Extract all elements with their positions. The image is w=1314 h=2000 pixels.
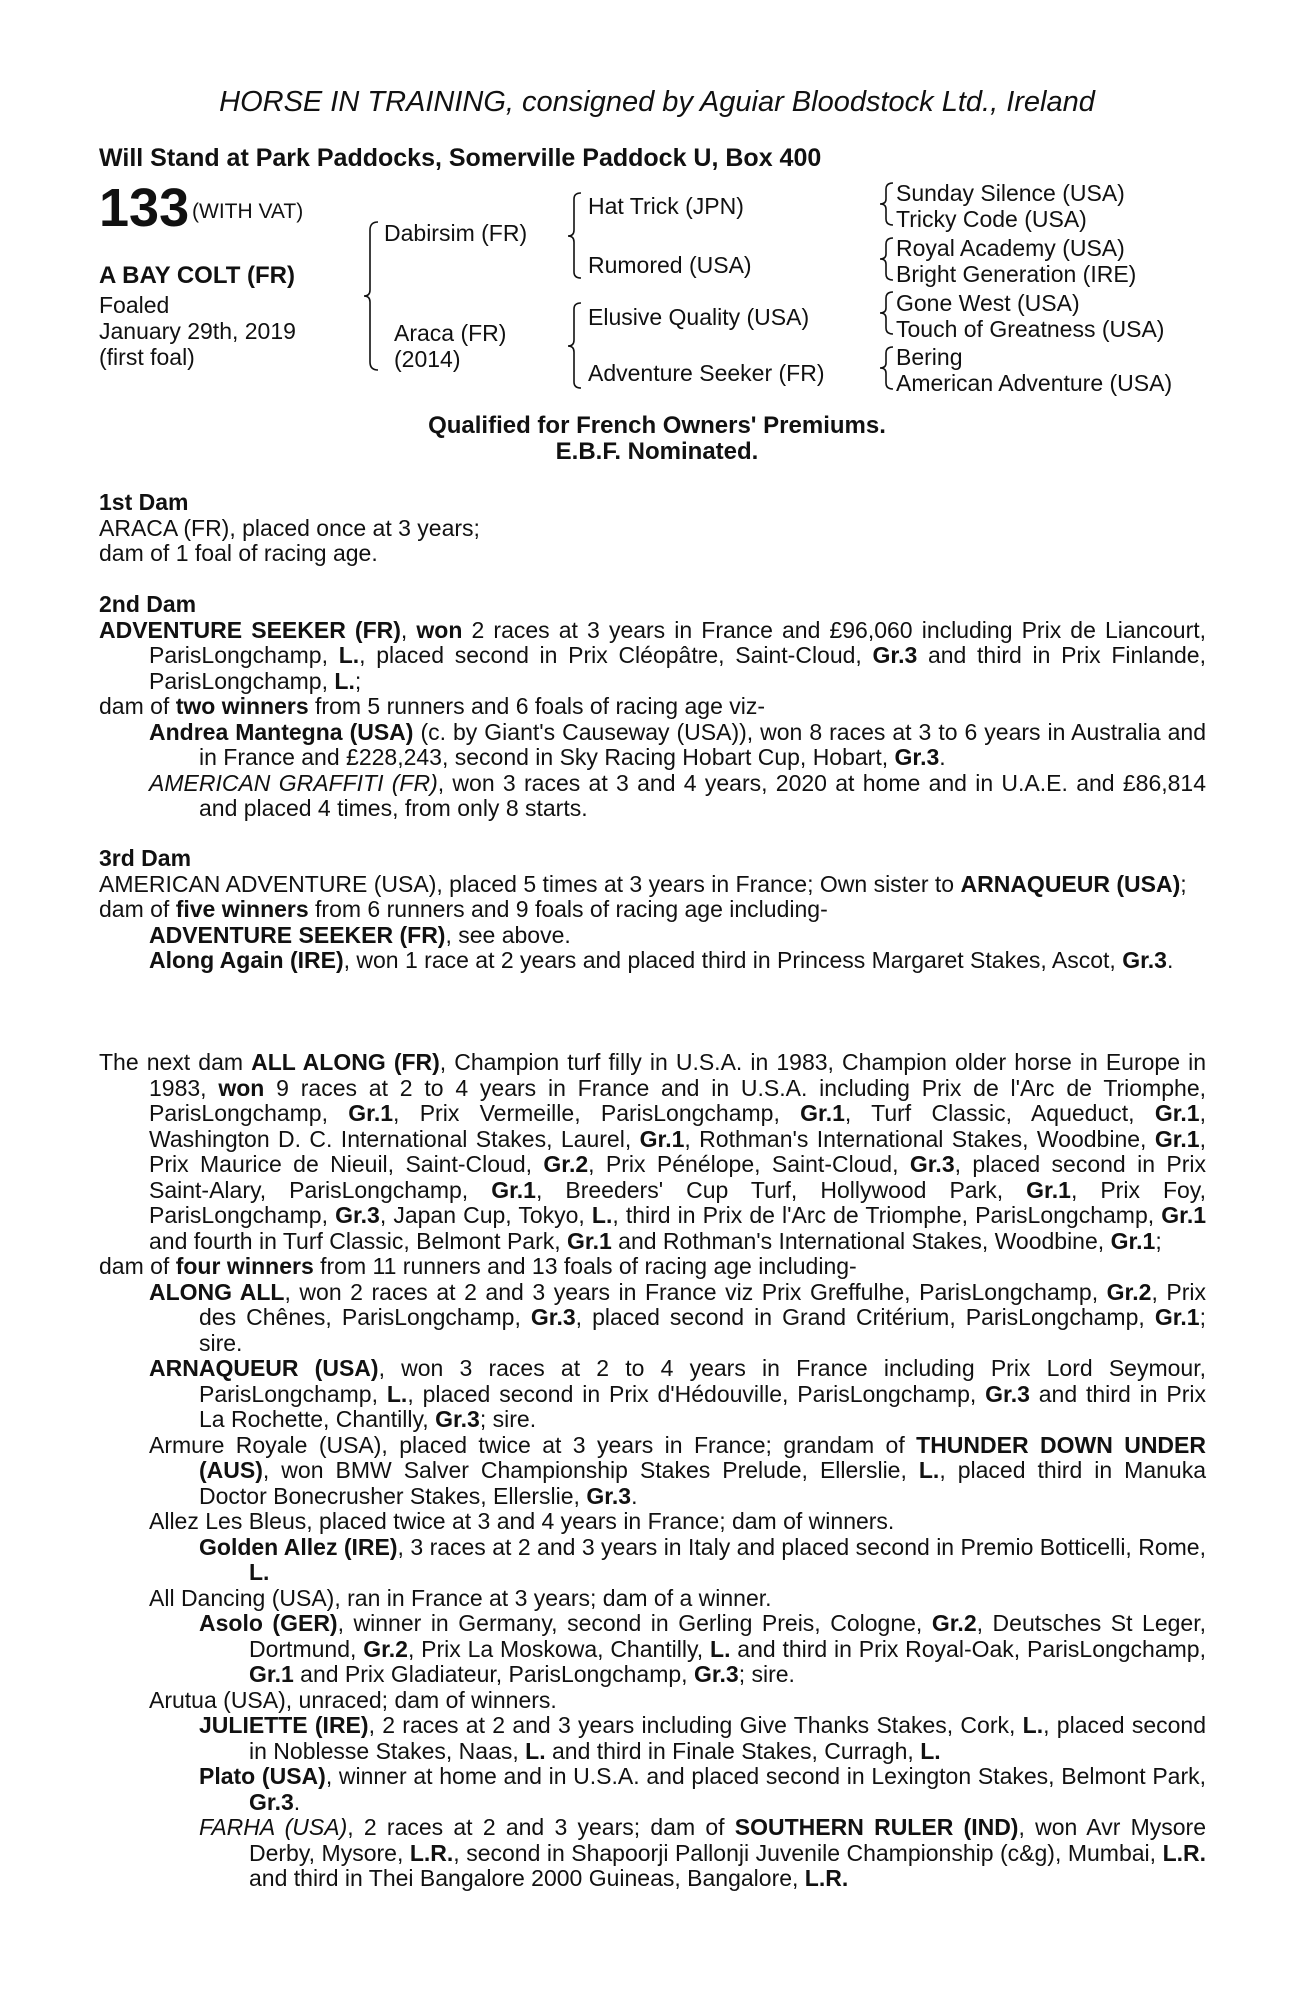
list-item: Andrea Mantegna (USA) (c. by Giant's Causeway (USA)), won 8 races at 3 to 6 years in Australia and in France and £228,243, second in Sky Racing Hobart Cup, Hobart, Gr.3.	[149, 718, 1206, 770]
list-item: Arutua (USA), unraced; dam of winners.	[149, 1686, 557, 1713]
lot-number: 133	[99, 178, 190, 238]
first-dam-line: ARACA (FR), placed once at 3 years;	[99, 514, 480, 541]
vat-label: (WITH VAT)	[192, 200, 304, 223]
first-dam-line: dam of 1 foal of racing age.	[99, 540, 378, 566]
sire-sire-sire: Sunday Silence (USA)	[896, 180, 1125, 206]
second-dam-record: ADVENTURE SEEKER (FR), won 2 races at 3 years in France and £96,060 including Prix de Liancourt, ParisLongchamp, L., placed second in Prix Cléopâtre, Saint-Cloud, Gr.3 and third in Prix Finlande, ParisLongchamp, L.;	[99, 616, 1207, 694]
stand-location: Will Stand at Park Paddocks, Somerville Paddock U, Box 400	[99, 144, 822, 172]
list-item: Asolo (GER), winner in Germany, second in Gerling Preis, Cologne, Gr.2, Deutsches St Leger, Dortmund, Gr.2, Prix La Moskowa, Chantilly, L. and third in Prix Royal-Oak, ParisLongchamp, Gr.1 and Prix Gladiateur, ParisLongchamp, Gr.3; sire.	[199, 1610, 1206, 1687]
next-dam-produce-summary: dam of four winners from 11 runners and 13 foals of racing age including-	[99, 1253, 857, 1279]
next-dam-section	[99, 1050, 1206, 1892]
list-item: ARNAQUEUR (USA), won 3 races at 2 to 4 years in France including Prix Lord Seymour, ParisLongchamp, L., placed second in Prix d'Hédouville, ParisLongchamp, Gr.3 and third in Prix La Rochette, Chantilly, Gr.3; sire.	[149, 1355, 1206, 1432]
dam-sire-dam: Touch of Greatness (USA)	[896, 316, 1165, 342]
list-item: Along Again (IRE), won 1 race at 2 years and placed third in Princess Margaret Stakes, Ascot, Gr.3.	[149, 947, 1174, 973]
second-dam-section	[99, 592, 1206, 822]
list-item: ADVENTURE SEEKER (FR), see above.	[149, 921, 571, 948]
dam-dam: Adventure Seeker (FR)	[588, 360, 825, 386]
list-item: All Dancing (USA), ran in France at 3 years; dam of a winner.	[149, 1584, 772, 1611]
dam: Araca (FR)	[394, 320, 507, 346]
ebf-note: E.B.F. Nominated.	[555, 438, 759, 465]
page-title: HORSE IN TRAINING, consigned by Aguiar Bloodstock Ltd., Ireland	[219, 86, 1095, 118]
sire-sire-dam: Tricky Code (USA)	[896, 206, 1087, 232]
dam-sire: Elusive Quality (USA)	[588, 304, 810, 330]
dam-year: (2014)	[394, 346, 461, 372]
first-dam-heading: 1st Dam	[99, 489, 189, 515]
sire: Dabirsim (FR)	[384, 220, 528, 246]
list-item: FARHA (USA), 2 races at 2 and 3 years; dam of SOUTHERN RULER (IND), won Avr Mysore Derby, Mysore, L.R., second in Shapoorji Pallonji Juvenile Championship (c&g), Mumbai, L.R. and third in Thei Bangalore 2000 Guineas, Bangalore, L.R.	[199, 1814, 1207, 1891]
sire-dam-dam: Bright Generation (IRE)	[896, 261, 1137, 287]
next-dam-record: The next dam ALL ALONG (FR), Champion turf filly in U.S.A. in 1983, Champion older horse in Europe in 1983, won 9 races at 2 to 4 years in France and in U.S.A. including Prix de l'Arc de Triomphe, ParisLongchamp, Gr.1, Prix Vermeille, ParisLongchamp, Gr.1, Turf Classic, Aqueduct, Gr.1, Washington D. C. International Stakes, Laurel, Gr.1, Rothman's International Stakes, Woodbine, Gr.1, Prix Maurice de Nieuil, Saint-Cloud, Gr.2, Prix Pénélope, Saint-Cloud, Gr.3, placed second in Prix Saint-Alary, ParisLongchamp, Gr.1, Breeders' Cup Turf, Hollywood Park, Gr.1, Prix Foy, ParisLongchamp, Gr.3, Japan Cup, Tokyo, L., third in Prix de l'Arc de Triomphe, ParisLongchamp, Gr.1 and fourth in Turf Classic, Belmont Park, Gr.1 and Rothman's International Stakes, Woodbine, Gr.1;	[99, 1049, 1207, 1254]
sire-dam-sire: Royal Academy (USA)	[896, 235, 1125, 261]
foaled-date: January 29th, 2019	[99, 318, 296, 344]
list-item: Plato (USA), winner at home and in U.S.A. and placed second in Lexington Stakes, Belmont Park, Gr.3.	[199, 1763, 1207, 1815]
third-dam-produce-summary: dam of five winners from 6 runners and 9 foals of racing age including-	[99, 896, 828, 922]
dam-dam-dam: American Adventure (USA)	[896, 370, 1173, 396]
third-dam-record: AMERICAN ADVENTURE (USA), placed 5 times at 3 years in France; Own sister to ARNAQUEUR (USA);	[99, 870, 1187, 897]
sire-sire: Hat Trick (JPN)	[588, 193, 744, 219]
second-dam-heading: 2nd Dam	[99, 591, 197, 617]
foaled-label: Foaled	[99, 292, 170, 318]
first-foal-note: (first foal)	[99, 344, 195, 370]
dam-sire-sire: Gone West (USA)	[896, 290, 1080, 316]
dam-dam-sire: Bering	[896, 344, 963, 370]
list-item: AMERICAN GRAFFITI (FR), won 3 races at 3 and 4 years, 2020 at home and in U.A.E. and £86,814 and placed 4 times, from only 8 starts.	[149, 769, 1206, 821]
third-dam-section	[99, 846, 1206, 974]
first-dam-section	[99, 490, 1206, 567]
list-item: ALONG ALL, won 2 races at 2 and 3 years in France viz Prix Greffulhe, ParisLongchamp, Gr.2, Prix des Chênes, ParisLongchamp, Gr.3, placed second in Grand Critérium, ParisLongchamp, Gr.1; sire.	[149, 1278, 1206, 1356]
lot-description: A BAY COLT (FR)	[99, 262, 295, 289]
list-item: Golden Allez (IRE), 3 races at 2 and 3 years in Italy and placed second in Premio Botticelli, Rome, L.	[199, 1533, 1206, 1585]
premiums-note: Qualified for French Owners' Premiums.	[428, 412, 886, 439]
list-item: JULIETTE (IRE), 2 races at 2 and 3 years including Give Thanks Stakes, Cork, L., placed second in Noblesse Stakes, Naas, L. and third in Finale Stakes, Curragh, L.	[199, 1712, 1207, 1764]
third-dam-heading: 3rd Dam	[99, 845, 192, 871]
second-dam-produce-summary: dam of two winners from 5 runners and 6 foals of racing age viz-	[99, 693, 766, 719]
list-item: Armure Royale (USA), placed twice at 3 years in France; grandam of THUNDER DOWN UNDER (AUS), won BMW Salver Championship Stakes Prelude, Ellerslie, L., placed third in Manuka Doctor Bonecrusher Stakes, Ellerslie, Gr.3.	[149, 1431, 1206, 1509]
sire-dam: Rumored (USA)	[588, 252, 752, 278]
list-item: Allez Les Bleus, placed twice at 3 and 4 years in France; dam of winners.	[149, 1508, 895, 1534]
